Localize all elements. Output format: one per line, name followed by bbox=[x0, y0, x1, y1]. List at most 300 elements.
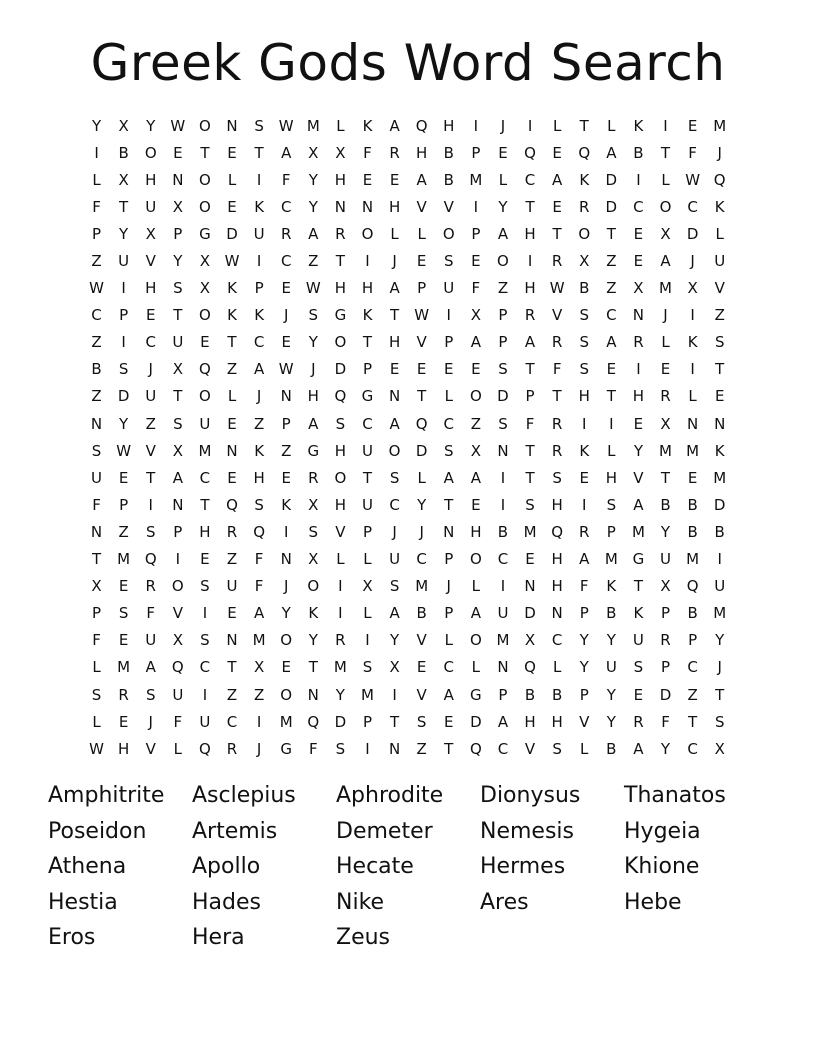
grid-cell[interactable]: M bbox=[333, 658, 347, 677]
grid-cell[interactable]: I bbox=[202, 604, 208, 623]
grid-cell[interactable]: U bbox=[145, 387, 157, 406]
grid-cell[interactable]: T bbox=[606, 224, 616, 243]
grid-cell[interactable]: M bbox=[117, 658, 131, 677]
grid-cell[interactable]: T bbox=[525, 468, 535, 487]
grid-cell[interactable]: C bbox=[687, 739, 698, 758]
grid-cell[interactable]: S bbox=[444, 441, 454, 460]
grid-cell[interactable]: I bbox=[202, 685, 208, 704]
grid-cell[interactable]: N bbox=[388, 739, 401, 758]
grid-cell[interactable]: H bbox=[334, 441, 347, 460]
grid-cell[interactable]: A bbox=[389, 116, 400, 135]
grid-cell[interactable]: P bbox=[119, 306, 129, 325]
grid-cell[interactable]: Z bbox=[145, 414, 156, 433]
grid-cell[interactable]: D bbox=[686, 224, 699, 243]
grid-cell[interactable]: P bbox=[444, 550, 454, 569]
grid-cell[interactable]: E bbox=[227, 604, 237, 623]
grid-cell[interactable]: T bbox=[579, 116, 589, 135]
grid-cell[interactable]: T bbox=[227, 658, 237, 677]
grid-cell[interactable]: T bbox=[715, 685, 725, 704]
grid-cell[interactable]: L bbox=[390, 224, 399, 243]
grid-cell[interactable]: H bbox=[334, 279, 347, 298]
grid-cell[interactable]: B bbox=[443, 143, 454, 162]
grid-cell[interactable]: V bbox=[552, 306, 563, 325]
grid-cell[interactable]: D bbox=[117, 387, 130, 406]
grid-cell[interactable]: I bbox=[717, 550, 722, 569]
grid-cell[interactable]: P bbox=[362, 360, 372, 379]
grid-cell[interactable]: C bbox=[443, 658, 454, 677]
grid-cell[interactable]: K bbox=[227, 306, 237, 325]
grid-cell[interactable]: N bbox=[90, 522, 103, 541]
grid-cell[interactable]: N bbox=[686, 414, 699, 433]
grid-cell[interactable]: O bbox=[144, 143, 157, 162]
grid-cell[interactable]: E bbox=[633, 224, 644, 243]
grid-cell[interactable]: J bbox=[717, 658, 722, 677]
grid-cell[interactable]: J bbox=[311, 360, 316, 379]
grid-cell[interactable]: S bbox=[254, 495, 264, 514]
grid-cell[interactable]: J bbox=[256, 387, 262, 406]
grid-cell[interactable]: E bbox=[227, 468, 237, 487]
grid-cell[interactable]: E bbox=[471, 360, 481, 379]
grid-cell[interactable]: E bbox=[281, 468, 291, 487]
grid-cell[interactable]: C bbox=[280, 197, 292, 216]
grid-cell[interactable]: Q bbox=[415, 116, 428, 135]
grid-cell[interactable]: J bbox=[392, 252, 397, 271]
grid-cell[interactable]: X bbox=[579, 252, 590, 271]
grid-cell[interactable]: X bbox=[633, 279, 644, 298]
grid-cell[interactable]: R bbox=[551, 333, 563, 352]
grid-cell[interactable]: Z bbox=[118, 522, 129, 541]
grid-cell[interactable]: M bbox=[469, 170, 483, 189]
grid-cell[interactable]: S bbox=[335, 414, 346, 433]
grid-cell[interactable]: O bbox=[469, 550, 482, 569]
grid-cell[interactable]: E bbox=[552, 143, 562, 162]
grid-cell[interactable]: I bbox=[582, 495, 587, 514]
grid-cell[interactable]: K bbox=[227, 279, 237, 298]
grid-cell[interactable]: D bbox=[497, 387, 509, 406]
grid-cell[interactable]: A bbox=[308, 224, 319, 243]
grid-cell[interactable]: C bbox=[416, 550, 427, 569]
grid-cell[interactable]: A bbox=[579, 550, 590, 569]
grid-cell[interactable]: O bbox=[497, 252, 509, 271]
grid-cell[interactable]: Y bbox=[308, 170, 318, 189]
grid-cell[interactable]: K bbox=[606, 577, 617, 596]
grid-cell[interactable]: O bbox=[199, 306, 211, 325]
grid-cell[interactable]: T bbox=[552, 224, 562, 243]
grid-cell[interactable]: H bbox=[253, 468, 265, 487]
grid-cell[interactable]: R bbox=[579, 197, 590, 216]
grid-cell[interactable]: D bbox=[334, 360, 347, 379]
grid-cell[interactable]: B bbox=[91, 360, 102, 379]
grid-cell[interactable]: N bbox=[226, 441, 238, 460]
grid-cell[interactable]: H bbox=[145, 170, 157, 189]
grid-cell[interactable]: U bbox=[714, 577, 726, 596]
grid-cell[interactable]: F bbox=[254, 577, 264, 596]
grid-cell[interactable]: H bbox=[524, 279, 536, 298]
grid-cell[interactable]: O bbox=[199, 387, 211, 406]
grid-cell[interactable]: A bbox=[552, 170, 563, 189]
grid-cell[interactable]: I bbox=[175, 550, 181, 569]
grid-cell[interactable]: I bbox=[338, 604, 343, 623]
grid-cell[interactable]: L bbox=[417, 224, 426, 243]
grid-cell[interactable]: L bbox=[173, 739, 182, 758]
grid-cell[interactable]: O bbox=[361, 224, 374, 243]
grid-cell[interactable]: E bbox=[444, 360, 454, 379]
grid-cell[interactable]: E bbox=[471, 495, 481, 514]
grid-cell[interactable]: R bbox=[308, 468, 319, 487]
grid-cell[interactable]: A bbox=[524, 333, 536, 352]
grid-cell[interactable]: Z bbox=[91, 387, 102, 406]
grid-cell[interactable]: O bbox=[334, 333, 347, 352]
grid-cell[interactable]: P bbox=[173, 224, 183, 243]
grid-cell[interactable]: E bbox=[660, 360, 671, 379]
grid-cell[interactable]: E bbox=[498, 143, 508, 162]
grid-cell[interactable]: R bbox=[660, 631, 671, 650]
grid-cell[interactable]: C bbox=[633, 197, 644, 216]
grid-cell[interactable]: A bbox=[606, 333, 617, 352]
grid-cell[interactable]: I bbox=[690, 360, 695, 379]
grid-cell[interactable]: E bbox=[416, 252, 427, 271]
grid-cell[interactable]: T bbox=[525, 360, 535, 379]
grid-cell[interactable]: M bbox=[279, 712, 293, 731]
grid-cell[interactable]: T bbox=[444, 495, 454, 514]
grid-cell[interactable]: I bbox=[365, 631, 370, 650]
grid-cell[interactable]: L bbox=[471, 658, 481, 677]
grid-cell[interactable]: X bbox=[172, 360, 183, 379]
grid-cell[interactable]: X bbox=[118, 116, 129, 135]
grid-cell[interactable]: N bbox=[307, 685, 319, 704]
grid-cell[interactable]: P bbox=[92, 224, 102, 243]
grid-cell[interactable]: U bbox=[714, 252, 726, 271]
grid-cell[interactable]: H bbox=[578, 387, 590, 406]
grid-cell[interactable]: E bbox=[471, 252, 481, 271]
grid-cell[interactable]: Q bbox=[551, 522, 564, 541]
grid-cell[interactable]: E bbox=[579, 468, 589, 487]
grid-cell[interactable]: N bbox=[172, 170, 184, 189]
grid-cell[interactable]: L bbox=[471, 577, 481, 596]
grid-cell[interactable]: F bbox=[661, 712, 670, 731]
grid-cell[interactable]: O bbox=[199, 170, 211, 189]
grid-cell[interactable]: D bbox=[415, 441, 428, 460]
grid-cell[interactable]: M bbox=[631, 522, 645, 541]
grid-cell[interactable]: M bbox=[686, 550, 700, 569]
grid-cell[interactable]: H bbox=[632, 387, 645, 406]
grid-cell[interactable]: Y bbox=[281, 604, 291, 623]
grid-cell[interactable]: X bbox=[660, 414, 671, 433]
grid-cell[interactable]: I bbox=[446, 306, 451, 325]
grid-cell[interactable]: T bbox=[660, 468, 671, 487]
grid-cell[interactable]: T bbox=[417, 387, 427, 406]
grid-cell[interactable]: S bbox=[200, 577, 210, 596]
grid-cell[interactable]: I bbox=[338, 577, 343, 596]
grid-cell[interactable]: J bbox=[256, 739, 262, 758]
grid-cell[interactable]: E bbox=[444, 712, 454, 731]
grid-cell[interactable]: I bbox=[94, 143, 99, 162]
grid-cell[interactable]: C bbox=[91, 306, 102, 325]
grid-cell[interactable]: T bbox=[362, 333, 373, 352]
grid-cell[interactable]: B bbox=[443, 170, 454, 189]
grid-cell[interactable]: T bbox=[715, 360, 725, 379]
grid-cell[interactable]: C bbox=[687, 197, 698, 216]
grid-cell[interactable]: K bbox=[714, 197, 725, 216]
grid-cell[interactable]: Y bbox=[335, 685, 345, 704]
grid-cell[interactable]: L bbox=[92, 658, 101, 677]
grid-cell[interactable]: D bbox=[470, 712, 482, 731]
grid-cell[interactable]: Z bbox=[226, 685, 238, 704]
grid-cell[interactable]: Y bbox=[119, 224, 129, 243]
grid-cell[interactable]: M bbox=[686, 441, 700, 460]
grid-cell[interactable]: Y bbox=[173, 252, 183, 271]
grid-cell[interactable]: D bbox=[334, 712, 347, 731]
grid-cell[interactable]: I bbox=[473, 197, 479, 216]
grid-cell[interactable]: E bbox=[200, 333, 210, 352]
grid-cell[interactable]: X bbox=[118, 170, 129, 189]
grid-cell[interactable]: O bbox=[171, 577, 184, 596]
grid-cell[interactable]: E bbox=[606, 360, 617, 379]
grid-cell[interactable]: L bbox=[498, 170, 508, 189]
grid-cell[interactable]: I bbox=[121, 279, 126, 298]
grid-cell[interactable]: F bbox=[281, 170, 291, 189]
grid-cell[interactable]: H bbox=[361, 279, 374, 298]
grid-cell[interactable]: S bbox=[579, 360, 589, 379]
grid-cell[interactable]: F bbox=[146, 604, 156, 623]
grid-cell[interactable]: B bbox=[606, 739, 617, 758]
grid-cell[interactable]: T bbox=[660, 143, 671, 162]
grid-cell[interactable]: C bbox=[551, 631, 563, 650]
grid-cell[interactable]: N bbox=[551, 604, 563, 623]
grid-cell[interactable]: I bbox=[500, 577, 506, 596]
grid-cell[interactable]: W bbox=[278, 116, 294, 135]
grid-cell[interactable]: X bbox=[687, 279, 698, 298]
grid-cell[interactable]: A bbox=[633, 495, 644, 514]
grid-cell[interactable]: S bbox=[335, 739, 346, 758]
grid-cell[interactable]: E bbox=[281, 333, 291, 352]
grid-cell[interactable]: R bbox=[524, 306, 536, 325]
grid-cell[interactable]: X bbox=[199, 279, 211, 298]
grid-cell[interactable]: Z bbox=[416, 739, 427, 758]
grid-cell[interactable]: Z bbox=[253, 414, 265, 433]
grid-cell[interactable]: S bbox=[145, 685, 156, 704]
grid-cell[interactable]: B bbox=[551, 685, 563, 704]
grid-cell[interactable]: E bbox=[633, 685, 644, 704]
grid-cell[interactable]: N bbox=[632, 306, 645, 325]
grid-cell[interactable]: Z bbox=[308, 252, 319, 271]
grid-cell[interactable]: Y bbox=[308, 197, 318, 216]
grid-cell[interactable]: K bbox=[254, 306, 265, 325]
grid-cell[interactable]: I bbox=[582, 414, 587, 433]
grid-cell[interactable]: X bbox=[714, 739, 725, 758]
grid-cell[interactable]: R bbox=[280, 224, 292, 243]
grid-cell[interactable]: P bbox=[579, 604, 589, 623]
grid-cell[interactable]: J bbox=[663, 306, 668, 325]
grid-cell[interactable]: I bbox=[636, 170, 641, 189]
grid-cell[interactable]: C bbox=[145, 333, 156, 352]
grid-cell[interactable]: Y bbox=[715, 631, 725, 650]
grid-cell[interactable]: I bbox=[473, 116, 479, 135]
grid-cell[interactable]: U bbox=[172, 685, 184, 704]
grid-cell[interactable]: H bbox=[551, 550, 563, 569]
grid-cell[interactable]: S bbox=[389, 468, 400, 487]
grid-cell[interactable]: M bbox=[659, 441, 672, 460]
grid-cell[interactable]: T bbox=[173, 387, 183, 406]
grid-cell[interactable]: Q bbox=[524, 658, 536, 677]
grid-cell[interactable]: L bbox=[552, 116, 562, 135]
grid-cell[interactable]: Y bbox=[389, 631, 400, 650]
grid-cell[interactable]: X bbox=[172, 197, 183, 216]
grid-cell[interactable]: E bbox=[173, 143, 183, 162]
grid-cell[interactable]: G bbox=[280, 739, 293, 758]
grid-cell[interactable]: G bbox=[632, 550, 645, 569]
grid-cell[interactable]: S bbox=[606, 495, 617, 514]
grid-cell[interactable]: X bbox=[253, 658, 265, 677]
grid-cell[interactable]: T bbox=[525, 197, 535, 216]
grid-cell[interactable]: A bbox=[253, 604, 265, 623]
grid-cell[interactable]: F bbox=[92, 495, 101, 514]
grid-cell[interactable]: D bbox=[713, 495, 726, 514]
grid-cell[interactable]: E bbox=[118, 712, 129, 731]
grid-cell[interactable]: K bbox=[633, 116, 644, 135]
grid-cell[interactable]: G bbox=[307, 441, 320, 460]
grid-cell[interactable]: P bbox=[362, 522, 372, 541]
grid-cell[interactable]: Z bbox=[281, 441, 292, 460]
grid-cell[interactable]: C bbox=[606, 306, 617, 325]
grid-cell[interactable]: K bbox=[579, 441, 590, 460]
grid-cell[interactable]: N bbox=[226, 116, 238, 135]
grid-cell[interactable]: V bbox=[335, 522, 346, 541]
grid-cell[interactable]: T bbox=[119, 197, 129, 216]
grid-cell[interactable]: S bbox=[714, 712, 725, 731]
grid-cell[interactable]: X bbox=[660, 577, 671, 596]
grid-cell[interactable]: T bbox=[552, 387, 562, 406]
grid-cell[interactable]: P bbox=[660, 658, 671, 677]
grid-cell[interactable]: X bbox=[524, 631, 536, 650]
grid-cell[interactable]: S bbox=[525, 495, 535, 514]
grid-cell[interactable]: Y bbox=[606, 685, 616, 704]
grid-cell[interactable]: X bbox=[91, 577, 102, 596]
grid-cell[interactable]: E bbox=[416, 658, 427, 677]
grid-cell[interactable]: F bbox=[254, 550, 264, 569]
grid-cell[interactable]: Y bbox=[579, 658, 589, 677]
grid-cell[interactable]: T bbox=[254, 143, 264, 162]
grid-cell[interactable]: Y bbox=[660, 739, 671, 758]
grid-cell[interactable]: I bbox=[500, 495, 506, 514]
grid-cell[interactable]: R bbox=[335, 224, 346, 243]
grid-cell[interactable]: S bbox=[552, 468, 562, 487]
grid-cell[interactable]: U bbox=[361, 441, 373, 460]
grid-cell[interactable]: E bbox=[118, 577, 129, 596]
grid-cell[interactable]: P bbox=[471, 143, 481, 162]
grid-cell[interactable]: C bbox=[524, 170, 536, 189]
grid-cell[interactable]: P bbox=[444, 333, 454, 352]
grid-cell[interactable]: F bbox=[525, 414, 535, 433]
grid-cell[interactable]: X bbox=[470, 306, 481, 325]
grid-cell[interactable]: J bbox=[283, 577, 289, 596]
grid-cell[interactable]: O bbox=[659, 197, 672, 216]
grid-cell[interactable]: W bbox=[89, 279, 104, 298]
grid-cell[interactable]: R bbox=[551, 414, 563, 433]
grid-cell[interactable]: M bbox=[117, 550, 131, 569]
grid-cell[interactable]: N bbox=[280, 550, 292, 569]
grid-cell[interactable]: J bbox=[690, 252, 695, 271]
grid-cell[interactable]: D bbox=[524, 604, 536, 623]
grid-cell[interactable]: E bbox=[389, 360, 400, 379]
grid-cell[interactable]: F bbox=[173, 712, 183, 731]
grid-cell[interactable]: V bbox=[145, 739, 156, 758]
grid-cell[interactable]: S bbox=[579, 333, 589, 352]
grid-cell[interactable]: L bbox=[227, 387, 237, 406]
grid-cell[interactable]: P bbox=[444, 604, 454, 623]
grid-cell[interactable]: X bbox=[308, 495, 319, 514]
grid-cell[interactable]: L bbox=[444, 631, 453, 650]
grid-cell[interactable]: A bbox=[172, 468, 183, 487]
grid-cell[interactable]: L bbox=[363, 604, 372, 623]
grid-cell[interactable]: O bbox=[334, 468, 347, 487]
grid-cell[interactable]: H bbox=[524, 224, 536, 243]
grid-cell[interactable]: D bbox=[605, 170, 618, 189]
grid-cell[interactable]: N bbox=[388, 387, 401, 406]
grid-cell[interactable]: Y bbox=[606, 712, 616, 731]
grid-cell[interactable]: H bbox=[307, 387, 319, 406]
grid-cell[interactable]: X bbox=[660, 224, 671, 243]
grid-cell[interactable]: R bbox=[633, 333, 644, 352]
grid-cell[interactable]: C bbox=[199, 468, 211, 487]
grid-cell[interactable]: E bbox=[633, 252, 644, 271]
grid-cell[interactable]: F bbox=[471, 279, 481, 298]
grid-cell[interactable]: Z bbox=[253, 685, 265, 704]
grid-cell[interactable]: S bbox=[91, 441, 102, 460]
grid-cell[interactable]: Z bbox=[91, 333, 102, 352]
grid-cell[interactable]: Y bbox=[417, 495, 427, 514]
grid-cell[interactable]: S bbox=[498, 414, 508, 433]
grid-cell[interactable]: R bbox=[633, 712, 644, 731]
grid-cell[interactable]: U bbox=[497, 604, 509, 623]
grid-cell[interactable]: S bbox=[308, 522, 319, 541]
grid-cell[interactable]: S bbox=[579, 306, 589, 325]
grid-cell[interactable]: J bbox=[283, 306, 289, 325]
grid-cell[interactable]: C bbox=[280, 252, 292, 271]
grid-cell[interactable]: K bbox=[362, 116, 373, 135]
grid-cell[interactable]: L bbox=[715, 224, 724, 243]
grid-cell[interactable]: H bbox=[470, 522, 482, 541]
grid-cell[interactable]: O bbox=[469, 387, 482, 406]
grid-cell[interactable]: S bbox=[145, 522, 156, 541]
grid-cell[interactable]: K bbox=[254, 441, 265, 460]
grid-cell[interactable]: Z bbox=[91, 252, 102, 271]
grid-cell[interactable]: I bbox=[609, 414, 614, 433]
grid-cell[interactable]: K bbox=[714, 441, 725, 460]
grid-cell[interactable]: M bbox=[713, 468, 727, 487]
grid-cell[interactable]: Y bbox=[308, 631, 318, 650]
grid-cell[interactable]: K bbox=[308, 604, 319, 623]
grid-cell[interactable]: M bbox=[415, 577, 429, 596]
grid-cell[interactable]: N bbox=[361, 197, 374, 216]
grid-cell[interactable]: X bbox=[199, 252, 211, 271]
grid-cell[interactable]: Q bbox=[469, 739, 482, 758]
grid-cell[interactable]: Y bbox=[498, 197, 508, 216]
grid-cell[interactable]: A bbox=[497, 712, 509, 731]
grid-cell[interactable]: A bbox=[443, 685, 454, 704]
grid-cell[interactable]: N bbox=[443, 522, 455, 541]
grid-cell[interactable]: A bbox=[470, 468, 481, 487]
grid-cell[interactable]: U bbox=[91, 468, 103, 487]
grid-cell[interactable]: P bbox=[606, 522, 616, 541]
grid-cell[interactable]: A bbox=[606, 143, 617, 162]
grid-cell[interactable]: I bbox=[256, 712, 262, 731]
grid-cell[interactable]: Z bbox=[226, 550, 238, 569]
grid-cell[interactable]: A bbox=[660, 252, 671, 271]
grid-cell[interactable]: I bbox=[365, 739, 370, 758]
grid-cell[interactable]: P bbox=[498, 306, 508, 325]
grid-cell[interactable]: I bbox=[636, 360, 641, 379]
